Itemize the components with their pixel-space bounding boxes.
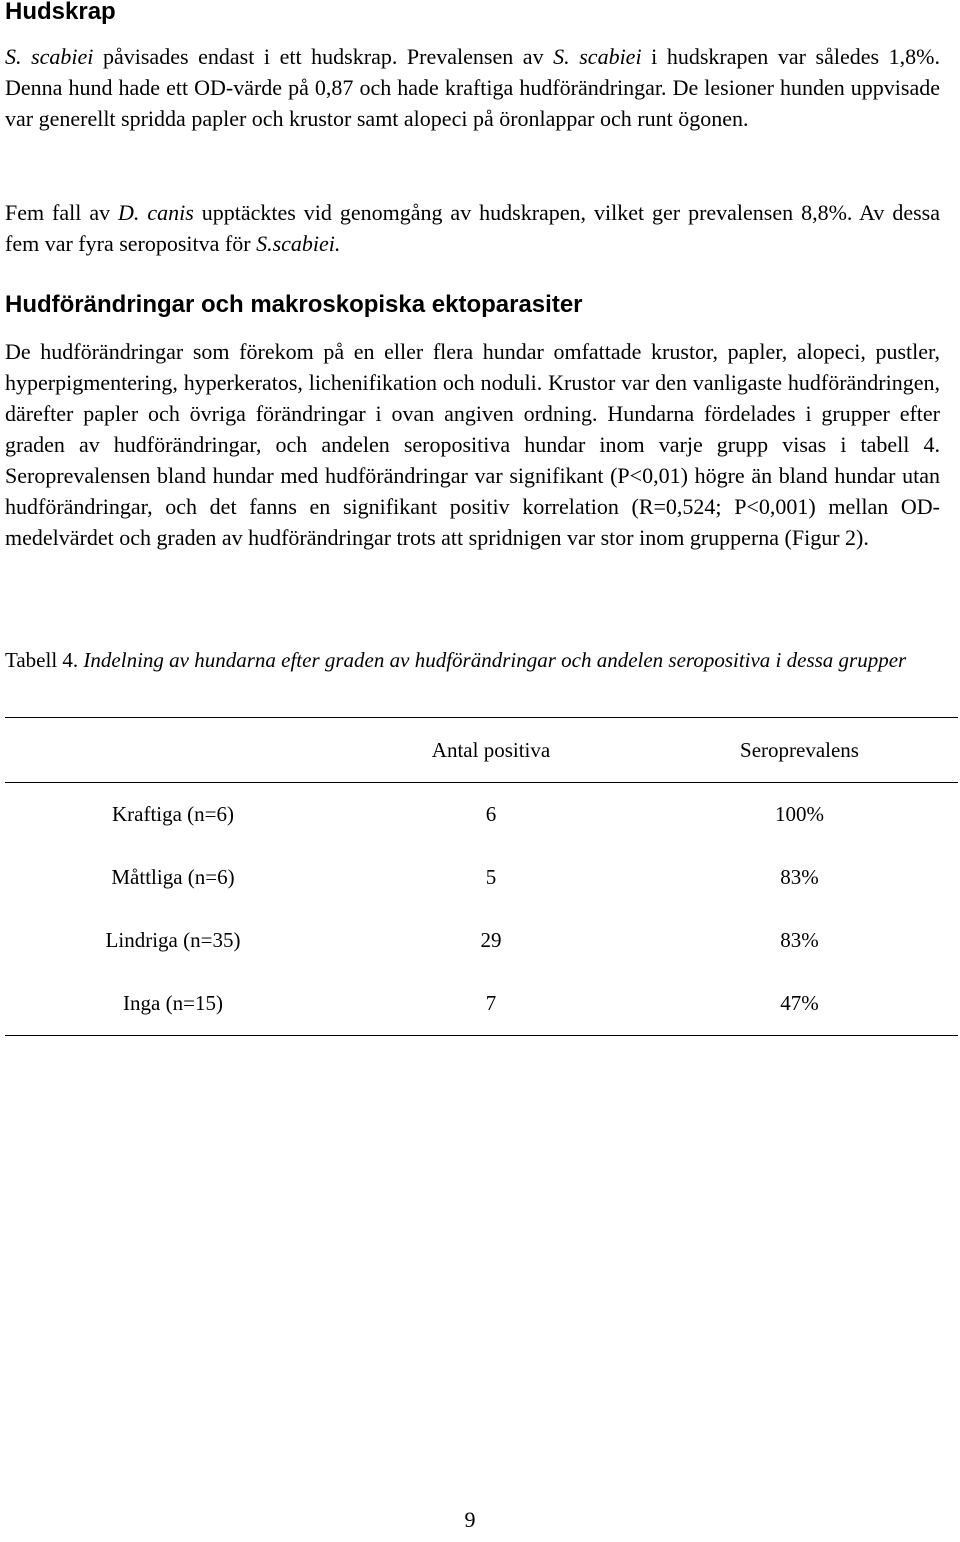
paragraph-text: i hudskrapen var således 1,8%. Denna hund hade ett OD-värde på 0,87 och hade kraftiga hudförändringar. De lesioner hunden uppvisade var generellt spridda papler och krustor samt alopeci på öronlappar och runt ögonen.: [5, 44, 940, 131]
section-heading-hudskrap: Hudskrap: [5, 0, 116, 25]
paragraph-text: påvisades endast i ett hudskrap. Prevalensen av: [93, 44, 554, 69]
species-name: S.scabiei.: [256, 231, 341, 256]
table-cell-group: Lindriga (n=35): [105, 928, 241, 952]
table-cell-group: Kraftiga (n=6): [111, 802, 235, 826]
table-cell-positive-count: 5: [485, 865, 497, 889]
table-4: [5, 717, 958, 1036]
paragraph-text: Fem fall av: [5, 200, 119, 225]
table-row: [5, 972, 958, 1036]
table-cell-seroprevalence: 83%: [780, 865, 819, 889]
table-cell-seroprevalence: 47%: [780, 991, 819, 1015]
table-header-row: [5, 718, 958, 783]
species-name: S. scabiei: [553, 44, 642, 69]
species-name: S. scabiei: [5, 44, 94, 69]
table-row: [5, 909, 958, 972]
table-caption-label: Tabell 4.: [5, 648, 79, 672]
seroprevalence-table: [5, 717, 958, 1036]
table-caption: [5, 646, 940, 675]
page-number: 9: [464, 1507, 476, 1532]
table-row: [5, 846, 958, 909]
table-header-cell: [5, 718, 341, 783]
table-cell-group: Inga (n=15): [123, 991, 223, 1015]
paragraph-scabiei-prevalence: [5, 41, 940, 134]
table-caption-text: Indelning av hundarna efter graden av hudförändringar och andelen seropositiva i dessa grupper: [78, 648, 907, 672]
table-header-cell: Antal positiva: [431, 737, 551, 762]
table-row: [5, 783, 958, 847]
section-heading-hudforandringar: Hudförändringar och makroskopiska ektoparasiter: [5, 291, 583, 318]
table-cell-seroprevalence: 83%: [780, 928, 819, 952]
table-cell-positive-count: 7: [485, 991, 497, 1015]
paragraph-demodex-cases: [5, 197, 940, 259]
table-header-cell: Seroprevalens: [740, 737, 859, 762]
species-name: D. canis: [118, 200, 194, 225]
table-cell-seroprevalence: 100%: [775, 802, 824, 826]
table-cell-positive-count: 6: [485, 802, 497, 826]
paragraph-skin-changes: De hudförändringar som förekom på en eller flera hundar omfattade krustor, papler, alopeci, pustler, hyperpigmentering, hyperkeratos, lichenifikation och noduli. Krustor var den vanligaste hudförändringen, därefter papler och övriga förändringar i ovan angiven ordning. Hundarna fördelades i grupper efter graden av hudförändringar, och andelen seropositiva hundar inom varje grupp visas i tabell 4. Seroprevalensen bland hundar med hudförändringar var signifikant (P<0,01) högre än bland hundar utan hudförändringar, och det fanns en signifikant positiv korrelation (R=0,524; P<0,001) mellan OD-medelvärdet och graden av hudförändringar trots att spridnigen var stor inom grupperna (Figur 2).: [5, 339, 940, 550]
table-cell-positive-count: 29: [480, 928, 502, 952]
table-cell-group: Måttliga (n=6): [111, 865, 235, 889]
paragraph-text: upptäcktes vid genomgång av hudskrapen, vilket ger prevalensen 8,8%. Av dessa fem var fyra seropositva för: [5, 200, 940, 256]
